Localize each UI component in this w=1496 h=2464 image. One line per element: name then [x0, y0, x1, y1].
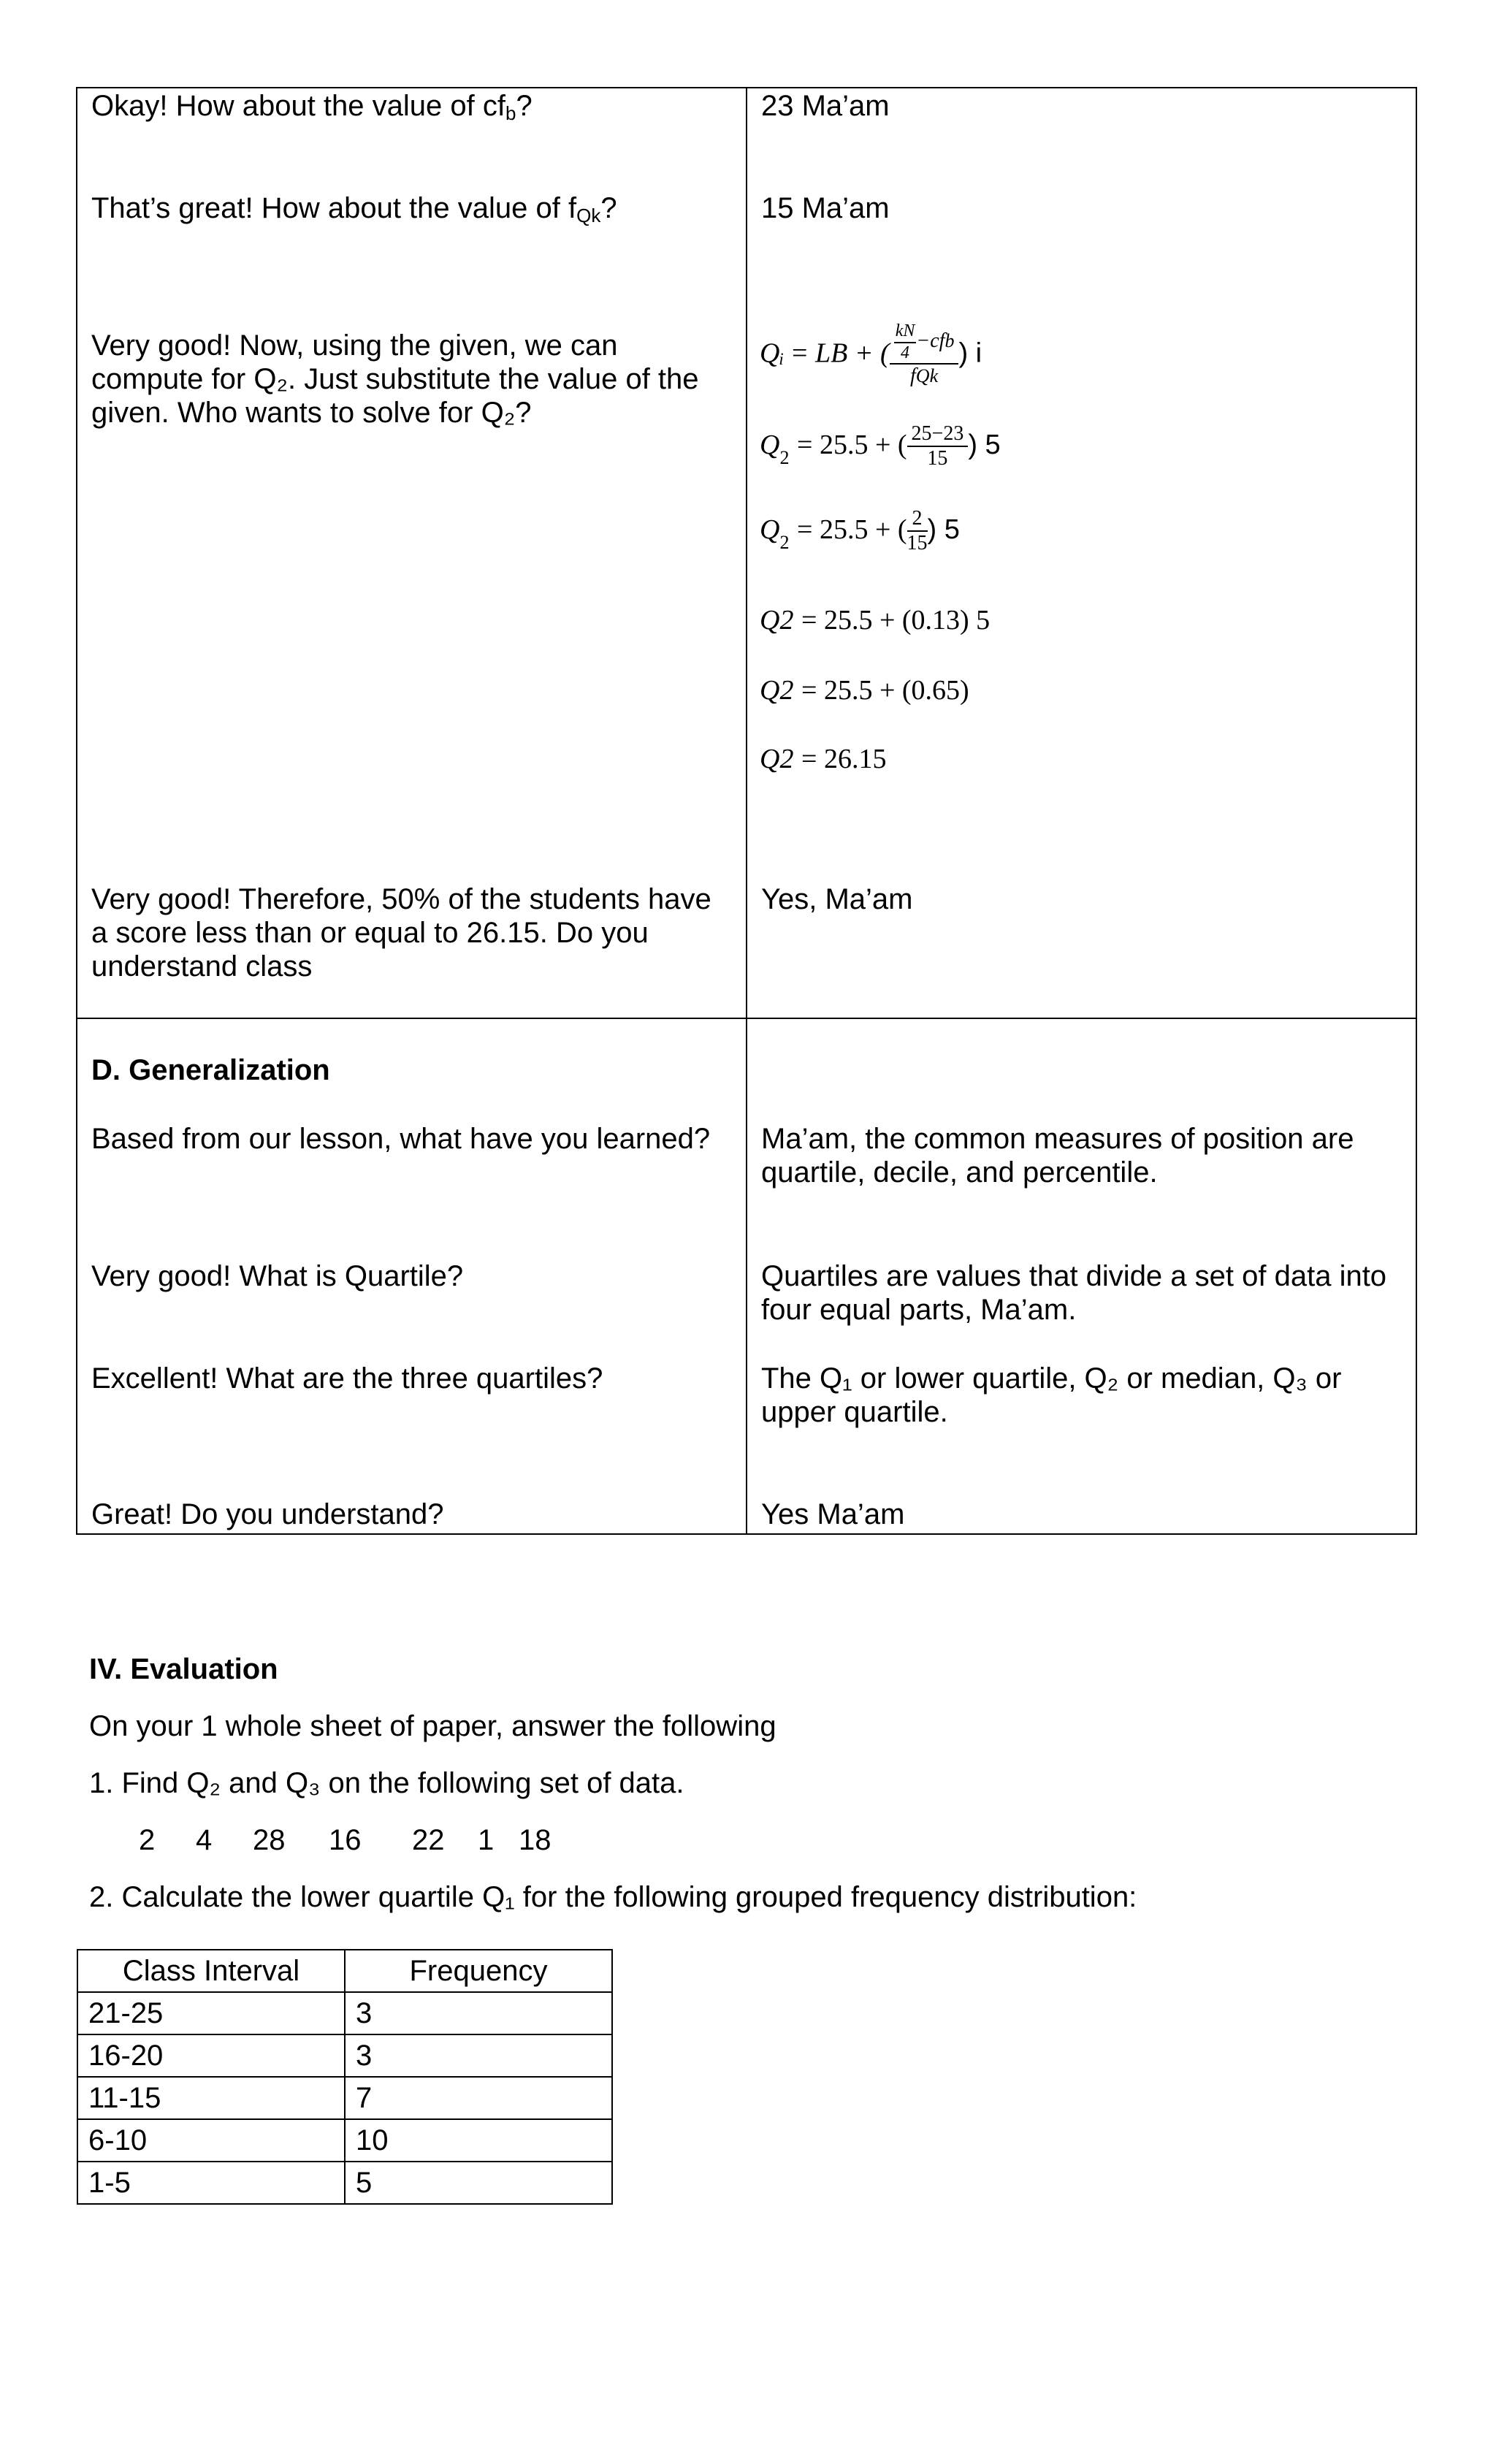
table-row — [77, 2119, 612, 2162]
data-value: 28 — [253, 1824, 286, 1856]
student-line-cfb: 23 Ma’am — [761, 90, 890, 122]
teacher-therefore-line2: a score less than or equal to 26.15. Do you — [91, 917, 649, 949]
evaluation-instruction: On your 1 whole sheet of paper, answer the following — [89, 1710, 776, 1742]
table-row-divider — [76, 1018, 1417, 1019]
student-line-fqk: 15 Ma’am — [761, 192, 890, 224]
evaluation-heading: IV. Evaluation — [89, 1653, 278, 1685]
class-interval-cell: 16-20 — [77, 2034, 345, 2077]
table-row — [77, 1992, 612, 2034]
formula-step-3: Q2 = 25.5 + (0.13) 5 — [760, 605, 991, 636]
student-yes-maam: Yes, Ma’am — [761, 883, 913, 915]
header-frequency: Frequency — [345, 1950, 612, 1992]
header-class-interval: Class Interval — [77, 1950, 345, 1992]
gen-student-2-line1: Quartiles are values that divide a set of data into — [761, 1260, 1387, 1292]
gen-student-2-line2: four equal parts, Ma’am. — [761, 1294, 1077, 1326]
data-set — [139, 1823, 562, 1857]
data-value: 22 — [412, 1824, 445, 1856]
formula-general-fraction: $\frac{kN}{4}$ −cfb fQk — [890, 321, 959, 388]
frequency-cell: 3 — [345, 2034, 612, 2077]
teacher-line-fqk: That’s great! How about the value of $f_{Qk}$? — [91, 192, 617, 226]
class-interval-cell: 11-15 — [77, 2077, 345, 2119]
data-value: 1 — [478, 1824, 495, 1856]
table-row — [77, 2034, 612, 2077]
frequency-cell: 7 — [345, 2077, 612, 2119]
gen-teacher-1: Based from our lesson, what have you learned? — [91, 1123, 711, 1155]
formula-step-5: Q2 = 26.15 — [760, 744, 887, 774]
frequency-table-header — [77, 1950, 612, 1992]
table-border-right — [1416, 87, 1417, 1535]
teacher-compute-q2-line1: Very good! Now, using the given, we can — [91, 329, 618, 362]
frequency-cell: 3 — [345, 1992, 612, 2034]
gen-student-1-line1: Ma’am, the common measures of position are — [761, 1123, 1354, 1155]
evaluation-question-2: 2. Calculate the lower quartile Q₁ for the following grouped frequency distribution: — [89, 1881, 1137, 1913]
gen-teacher-4: Great! Do you understand? — [91, 1498, 444, 1530]
gen-student-3-line2: upper quartile. — [761, 1396, 948, 1428]
teacher-compute-q2-line3: given. Who wants to solve for Q₂? — [91, 397, 532, 429]
table-border-left — [76, 87, 77, 1535]
class-interval-cell: 6-10 — [77, 2119, 345, 2162]
table-border-bottom — [76, 1533, 1417, 1535]
teacher-therefore-line3: understand class — [91, 950, 313, 983]
gen-teacher-2: Very good! What is Quartile? — [91, 1260, 464, 1292]
class-interval-cell: 1-5 — [77, 2162, 345, 2204]
formula-general: Qᵢ = LB + ( $\frac{kN}{4}$ −cfb fQk ) i — [760, 321, 982, 388]
teacher-line-cfb: Okay! How about the value of $cf_b$? — [91, 90, 533, 124]
gen-student-1-line2: quartile, decile, and percentile. — [761, 1156, 1158, 1189]
table-row — [77, 2077, 612, 2119]
table-row — [77, 2162, 612, 2204]
frequency-cell: 5 — [345, 2162, 612, 2204]
formula-step-2: $Q_2 = 25.5$ + ( $\frac{2}{15}$ ) 5 — [760, 507, 960, 555]
evaluation-question-1: 1. Find Q₂ and Q₃ on the following set of data. — [89, 1767, 684, 1799]
gen-student-3-line1: The Q₁ or lower quartile, Q₂ or median, Q₃ or — [761, 1362, 1342, 1395]
data-value: 16 — [329, 1824, 362, 1856]
teacher-compute-q2-line2: compute for Q₂. Just substitute the value of the — [91, 363, 699, 395]
data-value: 2 — [139, 1824, 156, 1856]
formula-step-1: $Q_2 = 25.5$ + ( $\frac{25-23}{15}$ ) 5 — [760, 422, 1001, 470]
data-value: 4 — [196, 1824, 213, 1856]
data-value: 18 — [519, 1824, 552, 1856]
gen-teacher-3: Excellent! What are the three quartiles? — [91, 1362, 603, 1395]
class-interval-cell: 21-25 — [77, 1992, 345, 2034]
generalization-heading: D. Generalization — [91, 1054, 330, 1086]
table-border-middle — [746, 87, 747, 1535]
frequency-table — [77, 1949, 613, 2205]
teacher-therefore-line1: Very good! Therefore, 50% of the students have — [91, 883, 711, 915]
gen-student-4: Yes Ma’am — [761, 1498, 905, 1530]
frequency-cell: 10 — [345, 2119, 612, 2162]
formula-step-4: Q2 = 25.5 + (0.65) — [760, 675, 969, 706]
